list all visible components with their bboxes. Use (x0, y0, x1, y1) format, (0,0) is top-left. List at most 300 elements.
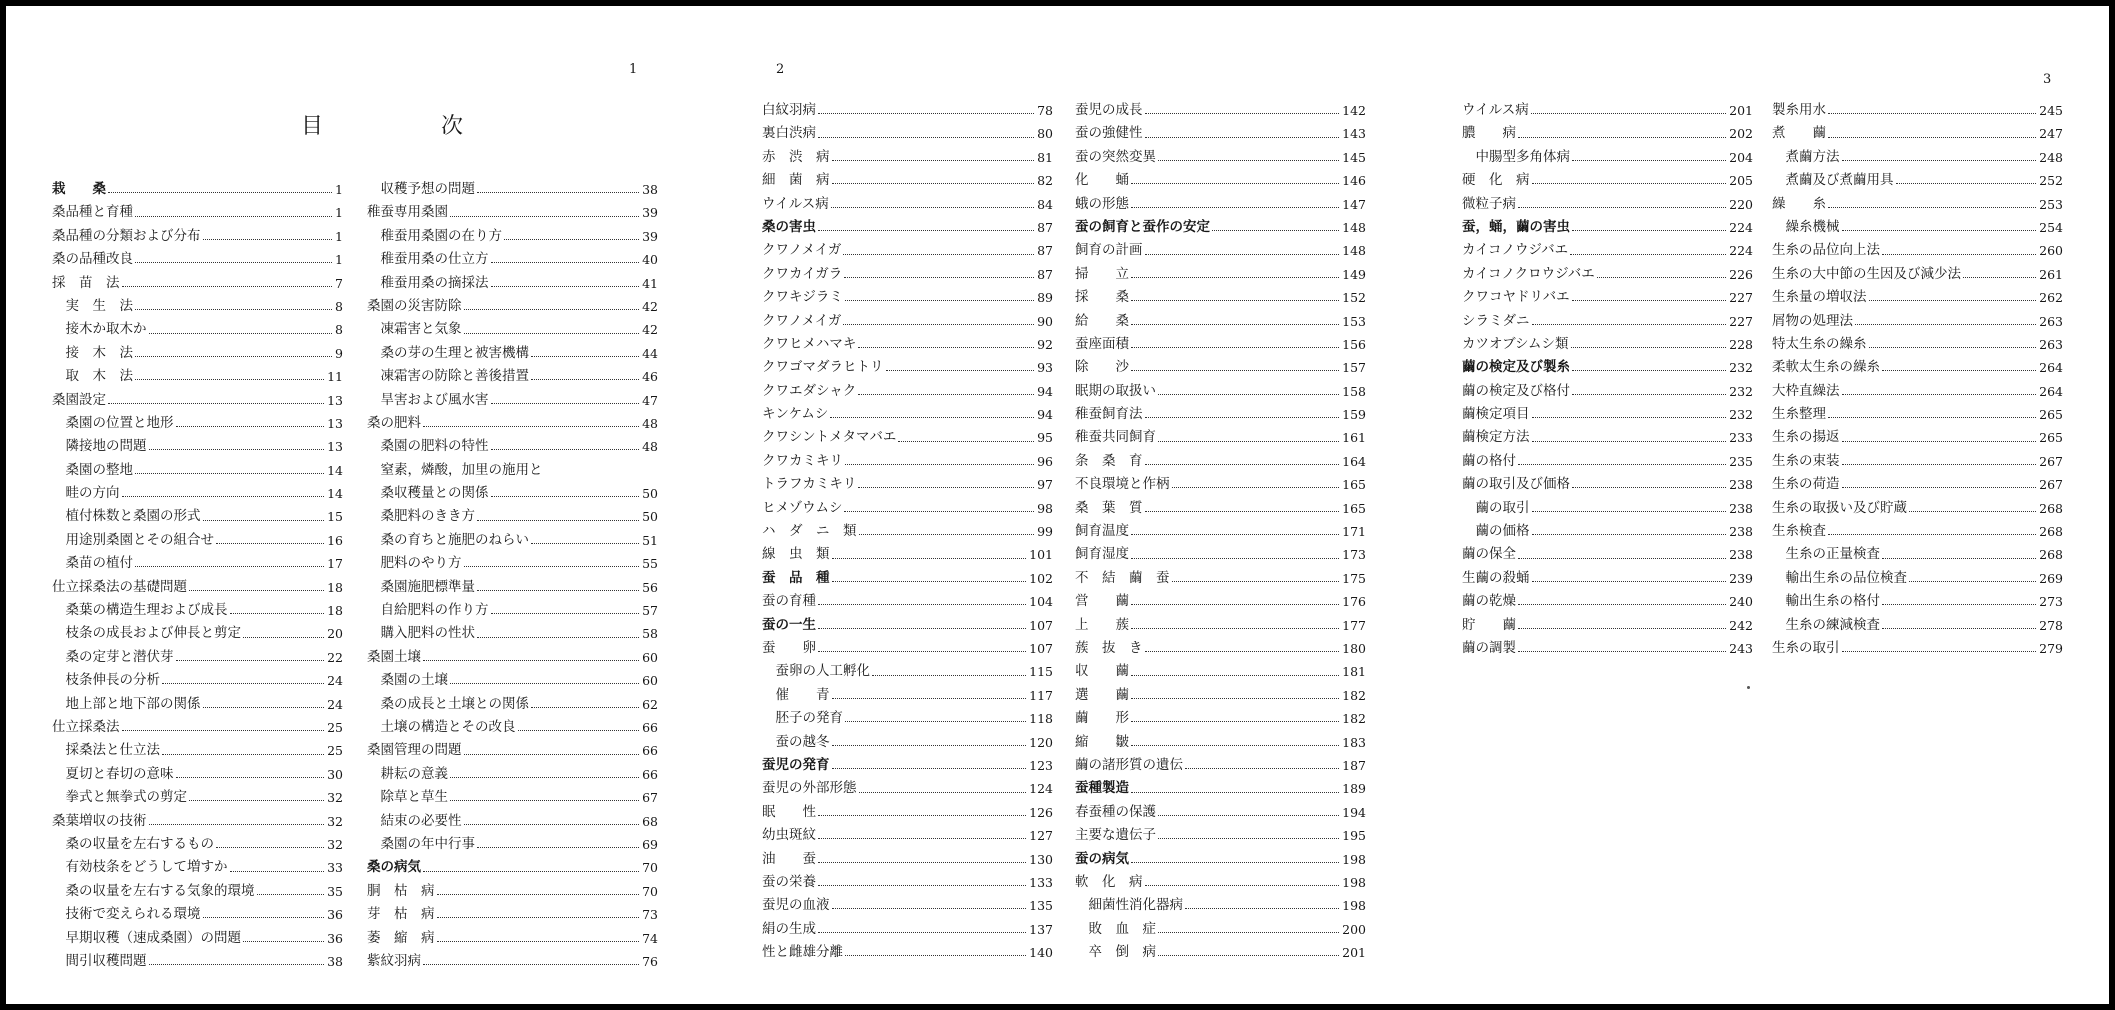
toc-entry-page: 202 (1729, 126, 1753, 142)
toc-entry-title: 裏白渋病 (762, 125, 816, 142)
toc-entry-title: クワコヤドリバエ (1462, 289, 1570, 306)
dot-leader (464, 309, 640, 310)
toc-entry-title: シラミダニ (1462, 312, 1530, 329)
toc-entry (52, 552, 343, 575)
toc-entry-title: 繭の保全 (1462, 546, 1516, 563)
dot-leader (423, 964, 639, 965)
toc-entry (1772, 169, 2063, 192)
toc-entry (367, 412, 658, 435)
toc-entry-page: 92 (1037, 336, 1053, 352)
toc-entry-page: 69 (642, 836, 658, 852)
dot-leader (1828, 417, 2036, 418)
toc-entry-page: 46 (642, 369, 658, 385)
toc-entry-title: カイコノクロウジバエ (1462, 265, 1595, 282)
toc-entry-page: 99 (1037, 524, 1053, 540)
dot-leader (531, 707, 639, 708)
dot-leader (437, 917, 640, 918)
toc-entry (762, 520, 1053, 543)
dot-leader (243, 941, 324, 942)
toc-entry-title: 飼育の計画 (1075, 242, 1143, 259)
toc-entry-title: 蚕の病気 (1075, 850, 1129, 867)
toc-entry-title: 取 木 法 (52, 368, 133, 385)
toc-entry-page: 87 (1037, 266, 1053, 282)
toc-entry-page: 265 (2039, 430, 2063, 446)
toc-entry (52, 248, 343, 271)
toc-entry (762, 754, 1053, 777)
toc-entry-page: 76 (642, 953, 658, 969)
toc-entry-title: 微粒子病 (1462, 195, 1516, 212)
toc-entry-page: 137 (1029, 921, 1053, 937)
toc-entry-title: 芽 枯 病 (367, 906, 435, 923)
dot-leader (176, 777, 325, 778)
toc-entry-page: 67 (642, 790, 658, 806)
toc-entry (1075, 754, 1366, 777)
dot-leader (1869, 300, 2037, 301)
toc-entry-title: 膿 病 (1462, 125, 1516, 142)
toc-entry-title: 軟 化 病 (1075, 873, 1143, 890)
toc-entry-page: 1 (335, 205, 343, 221)
toc-entry (1075, 777, 1366, 800)
toc-entry (1772, 122, 2063, 145)
toc-entry (762, 497, 1053, 520)
toc-entry (762, 731, 1053, 754)
toc-entry (1462, 122, 1753, 145)
toc-entry (762, 707, 1053, 730)
dot-leader (230, 871, 325, 872)
toc-entry (1075, 684, 1366, 707)
dot-leader (1145, 254, 1340, 255)
toc-entry-page: 198 (1342, 898, 1366, 914)
toc-entry-page: 262 (2039, 290, 2063, 306)
toc-entry-title: 生糸の正量検査 (1772, 546, 1880, 563)
toc-entry (367, 763, 658, 786)
toc-entry (1075, 122, 1366, 145)
toc-entry-page: 70 (642, 883, 658, 899)
dot-leader (1842, 394, 2037, 395)
toc-entry-page: 66 (642, 743, 658, 759)
toc-entry-title: 桑苗の植付 (52, 555, 133, 572)
toc-entry-title: カイコノウジバエ (1462, 242, 1569, 259)
toc-entry-page: 201 (1729, 103, 1753, 118)
toc-entry (1075, 450, 1366, 473)
toc-column-6 (1772, 99, 2063, 660)
toc-entry (52, 576, 343, 599)
toc-entry-page: 89 (1037, 290, 1053, 306)
toc-entry-page: 102 (1029, 570, 1053, 586)
toc-entry (52, 412, 343, 435)
toc-entry (762, 590, 1053, 613)
toc-entry (1772, 380, 2063, 403)
toc-entry-title: 繰糸機械 (1772, 218, 1840, 235)
toc-entry-title: 主要な遺伝子 (1075, 827, 1156, 844)
toc-entry-title: 稚蚕飼育法 (1075, 406, 1143, 423)
toc-entry-title: 凍霜害と気象 (367, 321, 462, 338)
toc-entry-title: 桑の収量を左右する気象的環境 (52, 882, 255, 899)
toc-entry-page: 159 (1342, 407, 1366, 423)
toc-entry (1075, 894, 1366, 917)
toc-entry (52, 950, 343, 973)
dot-leader (832, 183, 1035, 184)
toc-entry-title: 蚕の突然変異 (1075, 148, 1156, 165)
dot-leader (1882, 604, 2036, 605)
toc-entry-page: 183 (1342, 734, 1366, 750)
toc-entry-page: 35 (327, 883, 343, 899)
toc-entry-title: 飼育湿度 (1075, 546, 1129, 563)
toc-entry-page: 235 (1729, 453, 1753, 469)
dot-leader (1518, 464, 1726, 465)
toc-entry-page: 181 (1342, 664, 1366, 680)
dot-leader (845, 300, 1034, 301)
toc-entry-page: 180 (1342, 640, 1366, 656)
dot-leader (818, 838, 1026, 839)
dot-leader (1828, 207, 2036, 208)
toc-entry-title: 枝条の成長および伸長と剪定 (52, 625, 241, 642)
dot-leader (1597, 277, 1726, 278)
toc-entry-page: 164 (1342, 453, 1366, 469)
toc-entry-title: 細菌性消化器病 (1075, 897, 1183, 914)
toc-entry-title: 給 桑 (1075, 312, 1129, 329)
toc-entry-page: 87 (1037, 219, 1053, 235)
toc-entry (762, 403, 1053, 426)
toc-entry-title: 飼育温度 (1075, 523, 1129, 540)
dot-leader (1131, 721, 1339, 722)
dot-leader (1532, 511, 1727, 512)
toc-entry-page: 101 (1029, 547, 1053, 563)
toc-entry-title: 桑の定芽と潜伏芽 (52, 648, 174, 665)
toc-entry-page: 248 (2039, 149, 2063, 165)
toc-entry-title: 窒素，燐酸，加里の施用と (367, 461, 543, 478)
dot-leader (818, 230, 1034, 231)
toc-entry (367, 482, 658, 505)
toc-entry-page: 14 (327, 462, 343, 478)
toc-entry-page: 38 (642, 182, 658, 197)
toc-entry-page: 171 (1342, 524, 1366, 540)
toc-entry (52, 622, 343, 645)
dot-leader (531, 543, 639, 544)
toc-entry (1462, 263, 1753, 286)
toc-entry-page: 25 (327, 719, 343, 735)
toc-entry (1075, 473, 1366, 496)
dot-leader (1145, 651, 1340, 652)
toc-entry-title: 夏切と春切の意味 (52, 765, 174, 782)
toc-entry (1772, 99, 2063, 122)
toc-entry-title: 接木か取木か (52, 321, 147, 338)
toc-entry-page: 118 (1029, 711, 1053, 727)
dot-leader (1212, 230, 1339, 231)
toc-entry-title: 油 蚕 (762, 850, 816, 867)
toc-entry-title: 貯 繭 (1462, 616, 1516, 633)
toc-entry-page: 198 (1342, 874, 1366, 890)
toc-entry-title: 桑収穫量との関係 (367, 485, 489, 502)
toc-entry-page: 145 (1342, 149, 1366, 165)
dot-leader (832, 160, 1035, 161)
toc-entry-page: 7 (335, 275, 343, 291)
toc-entry (762, 801, 1053, 824)
toc-entry-page: 73 (642, 907, 658, 923)
toc-entry-title: 桑園設定 (52, 391, 106, 408)
toc-entry-title: 稚蚕用桑園の在り方 (367, 227, 502, 244)
toc-entry (762, 146, 1053, 169)
toc-entry-title: 胚子の発育 (762, 710, 843, 727)
toc-entry-title: 蚕の育種 (762, 593, 816, 610)
toc-entry-title: 有効枝条をどうして増すか (52, 859, 228, 876)
dot-leader (858, 347, 1034, 348)
dot-leader (450, 777, 639, 778)
dot-leader (898, 441, 1034, 442)
dot-leader (1828, 137, 2036, 138)
toc-entry (52, 318, 343, 341)
dot-leader (818, 137, 1034, 138)
toc-entry-page: 74 (642, 930, 658, 946)
toc-entry-title: 条 桑 育 (1075, 452, 1143, 469)
dot-leader (491, 403, 640, 404)
dot-leader (450, 216, 639, 217)
toc-entry-title: 不良環境と作柄 (1075, 476, 1170, 493)
toc-entry-title: 輸出生糸の格付 (1772, 593, 1880, 610)
toc-entry-title: 生糸の揚返 (1772, 429, 1840, 446)
dot-leader (1131, 628, 1339, 629)
toc-entry-page: 269 (2039, 570, 2063, 586)
toc-entry-title: ウイルス病 (1462, 102, 1529, 118)
toc-entry-page: 123 (1029, 757, 1053, 773)
toc-entry-page: 187 (1342, 757, 1366, 773)
toc-entry-title: 不 結 繭 蚕 (1075, 569, 1170, 586)
toc-entry-title: 実 生 法 (52, 297, 133, 314)
toc-entry-title: 生糸の取引 (1772, 639, 1840, 656)
toc-entry-title: 稚蚕専用桑園 (367, 204, 448, 221)
dot-leader (108, 403, 324, 404)
toc-entry-title: 製糸用水 (1772, 102, 1826, 118)
toc-entry-title: クワキジラミ (762, 289, 843, 306)
toc-entry-page: 1 (335, 252, 343, 268)
toc-entry-page: 20 (327, 626, 343, 642)
dot-leader (149, 964, 325, 965)
toc-entry-title: 桑葉の構造生理および成長 (52, 602, 228, 619)
toc-entry (762, 426, 1053, 449)
toc-entry-title: クワノメイガ (762, 312, 842, 329)
toc-entry-title: 採 苗 法 (52, 274, 120, 291)
dot-leader (1518, 651, 1726, 652)
toc-entry (1462, 333, 1753, 356)
toc-entry-page: 177 (1342, 617, 1366, 633)
toc-entry (52, 178, 343, 201)
page-number-left: 1 (629, 62, 638, 77)
toc-entry-title: ヒメゾウムシ (762, 499, 843, 516)
toc-entry-title: 繭の取引及び価格 (1462, 476, 1570, 493)
toc-entry-title: 蛾の形態 (1075, 195, 1129, 212)
toc-entry-page: 268 (2039, 524, 2063, 540)
toc-entry-title: 桑の肥料 (367, 414, 421, 431)
toc-entry-title: 桑園の災害防除 (367, 297, 462, 314)
toc-entry-page: 24 (327, 696, 343, 712)
toc-entry (1462, 310, 1753, 333)
toc-entry-page: 267 (2039, 453, 2063, 469)
toc-entry-title: 桑園の土壌 (367, 672, 448, 689)
toc-entry (52, 880, 343, 903)
toc-entry-title: 柔軟太生糸の繰糸 (1772, 359, 1880, 376)
dot-leader (1131, 277, 1339, 278)
dot-leader (1571, 347, 1727, 348)
toc-entry (1075, 567, 1366, 590)
toc-entry-title: 桑の育ちと施肥のねらい (367, 531, 529, 548)
toc-entry-page: 247 (2039, 126, 2063, 142)
dot-leader (818, 113, 1034, 114)
dot-leader (844, 277, 1034, 278)
toc-entry-title: 胴 枯 病 (367, 882, 435, 899)
dot-leader (832, 745, 1027, 746)
toc-entry (367, 365, 658, 388)
toc-entry-title: キンケムシ (762, 406, 829, 423)
dot-leader (203, 707, 325, 708)
dot-leader (1131, 183, 1339, 184)
toc-entry-page: 80 (1037, 126, 1053, 142)
toc-entry (762, 777, 1053, 800)
toc-entry-page: 200 (1342, 921, 1366, 937)
toc-entry (367, 435, 658, 458)
toc-entry (367, 178, 658, 201)
toc-entry (367, 927, 658, 950)
toc-entry-title: 蚕の強健性 (1075, 125, 1143, 142)
toc-entry-page: 265 (2039, 407, 2063, 423)
toc-entry-page: 58 (642, 626, 658, 642)
toc-entry-title: 生糸の荷造 (1772, 476, 1840, 493)
toc-entry-title: 生糸の束装 (1772, 452, 1840, 469)
dot-leader (122, 730, 325, 731)
dot-leader (1158, 160, 1339, 161)
toc-entry (1075, 239, 1366, 262)
toc-entry (1772, 356, 2063, 379)
toc-entry-page: 32 (327, 790, 343, 806)
toc-entry (762, 122, 1053, 145)
toc-entry (367, 950, 658, 973)
dot-leader (1145, 137, 1340, 138)
toc-entry-page: 148 (1342, 243, 1366, 259)
toc-column-2 (367, 178, 658, 973)
dot-leader (1158, 838, 1339, 839)
toc-entry (1772, 286, 2063, 309)
toc-entry-page: 13 (327, 415, 343, 431)
toc-entry (762, 450, 1053, 473)
toc-entry-title: 蚕の一生 (762, 616, 816, 633)
dot-leader (135, 566, 324, 567)
toc-entry (367, 318, 658, 341)
toc-entry (1075, 941, 1366, 964)
toc-entry-title: 除草と草生 (367, 789, 448, 806)
dot-leader (149, 333, 333, 334)
toc-entry (762, 286, 1053, 309)
dot-leader (1131, 324, 1339, 325)
toc-entry-page: 279 (2039, 640, 2063, 656)
toc-entry-page: 243 (1729, 640, 1753, 656)
toc-entry-page: 82 (1037, 173, 1053, 189)
toc-entry (367, 505, 658, 528)
dot-leader (1172, 487, 1340, 488)
toc-entry (1772, 567, 2063, 590)
toc-entry-page: 57 (642, 603, 658, 619)
toc-entry-page: 130 (1029, 851, 1053, 867)
dot-leader (1158, 955, 1339, 956)
toc-entry-page: 41 (642, 275, 658, 291)
toc-entry (762, 193, 1053, 216)
dot-leader (1572, 300, 1727, 301)
dot-leader (437, 894, 640, 895)
toc-entry-title: 繰 糸 (1772, 195, 1826, 212)
toc-entry-title: 生糸の大中節の生因及び減少法 (1772, 265, 1961, 282)
toc-entry (1462, 520, 1753, 543)
dot-leader (477, 847, 639, 848)
toc-entry-page: 194 (1342, 804, 1366, 820)
toc-entry-page: 182 (1342, 711, 1366, 727)
toc-entry-page: 94 (1037, 407, 1053, 423)
dot-leader (845, 955, 1026, 956)
dot-leader (203, 917, 325, 918)
toc-entry (1075, 848, 1366, 871)
dot-leader (818, 628, 1026, 629)
dot-leader (1532, 417, 1727, 418)
toc-entry-page: 13 (327, 392, 343, 408)
toc-entry (1075, 614, 1366, 637)
toc-entry-title: 繭の調製 (1462, 639, 1516, 656)
toc-entry-page: 56 (642, 579, 658, 595)
toc-entry-page: 227 (1729, 313, 1753, 329)
toc-entry-page: 267 (2039, 477, 2063, 493)
toc-entry (52, 856, 343, 879)
toc-entry-title: 特太生糸の繰糸 (1772, 335, 1867, 352)
toc-entry (1075, 333, 1366, 356)
toc-entry-title: 桑の病気 (367, 859, 421, 876)
toc-entry-title: 幼虫斑紋 (762, 827, 816, 844)
dot-leader (450, 683, 639, 684)
dot-leader (1532, 183, 1727, 184)
toc-entry (1075, 403, 1366, 426)
toc-entry (1462, 614, 1753, 637)
dot-leader (1131, 792, 1339, 793)
toc-entry-page: 268 (2039, 500, 2063, 516)
toc-entry (762, 356, 1053, 379)
toc-entry-page: 13 (327, 439, 343, 455)
toc-entry-page: 140 (1029, 945, 1053, 961)
dot-leader (477, 590, 639, 591)
toc-entry-title: 卒 倒 病 (1075, 944, 1156, 961)
toc-entry-title: 萎 縮 病 (367, 929, 435, 946)
toc-entry (762, 614, 1053, 637)
toc-entry (52, 201, 343, 224)
toc-entry (1462, 169, 1753, 192)
dot-leader (257, 894, 325, 895)
dot-leader (216, 543, 324, 544)
dot-leader (1145, 885, 1340, 886)
toc-entry-title: 紫紋羽病 (367, 952, 421, 969)
dot-leader (872, 675, 1026, 676)
toc-entry-page: 50 (642, 486, 658, 502)
dot-leader (1572, 370, 1726, 371)
dot-leader (1532, 534, 1727, 535)
toc-entry-page: 142 (1342, 103, 1366, 118)
toc-entry-title: クワヒメハマキ (762, 335, 857, 352)
dot-leader (1131, 347, 1339, 348)
toc-entry-title: 蚕の栄養 (762, 873, 816, 890)
dot-leader (230, 613, 325, 614)
toc-entry-title: 除 沙 (1075, 359, 1129, 376)
toc-entry-title: 耕耘の意義 (367, 765, 448, 782)
toc-entry-page: 11 (327, 369, 343, 385)
dot-leader (108, 192, 332, 193)
toc-entry (1772, 614, 2063, 637)
toc-entry (1772, 193, 2063, 216)
toc-entry-title: 生繭の殺蛹 (1462, 569, 1530, 586)
toc-entry (1075, 637, 1366, 660)
toc-entry-page: 127 (1029, 828, 1053, 844)
